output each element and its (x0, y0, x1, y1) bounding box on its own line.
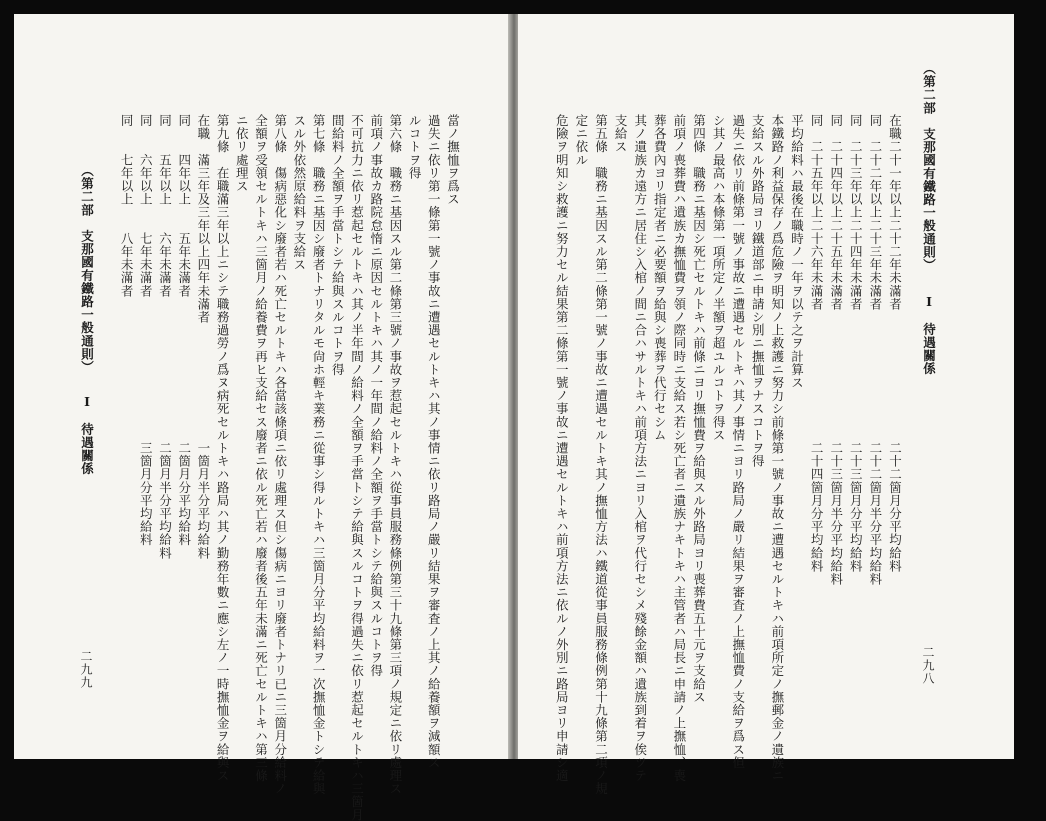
left-text-line: 同 七年以上 八年未滿者 (119, 114, 135, 298)
left-header-section: Ⅰ 待遇關係 (79, 394, 95, 476)
right-text-line: 支給ス (613, 114, 629, 154)
left-text-line: 第九條 在職滿三年以上ニシテ職務過勞ノ爲ヌ病死セルトキハ路局ハ其ノ勤務年數ニ應シ左ノ一時撫恤金ヲ給與ス (215, 114, 231, 783)
right-page-number: 二九八 (921, 646, 935, 685)
left-text-line: スル外依然原給料ヲ支給ス (291, 114, 307, 272)
left-text-line: 全額ヲ受領セルトキハ三箇月ノ給養費ヲ再ヒ支給セス廢者ニ依ル死亡若ハ廢者後五年未滿ニ死亡セルトキハ第三條 (253, 114, 269, 783)
left-text-line: 同 六年以上 七年未滿者 三箇月分平均給料 (138, 114, 154, 547)
right-text-line: 平均給料ハ最後在職時ノ一年ヲ以テ之ヲ計算ス (789, 114, 805, 390)
left-text-line: 第七條 職務ニ基因シ廢者トナリタルモ尙ホ輕キ業務ニ從事シ得ルトキハ三箇月分平均給料ヲ一次撫恤金トシテ給與 (311, 114, 327, 796)
left-page-number: 二九九 (79, 650, 93, 689)
left-text-line: 在職 滿三年及三年以上四年未滿者 一箇月半分平均給料 (195, 114, 211, 560)
left-text-line: 第八條 傷病惡化シ廢者若ハ死亡セルトキハ各當該條項ニ依リ處理ス但シ傷病ニヨリ廢者トナリ已ニ三箇月分給料ノ (272, 114, 288, 796)
right-text-line: 定ニ依ル (573, 114, 589, 167)
right-text-line: 同 二十三年以上二十四年未滿者 二十三箇月分平均給料 (848, 114, 864, 573)
right-text-line: 在職二十一年以上二十二年未滿者 二十二箇月分平均給料 (887, 114, 903, 573)
right-text-line: 同 二十二年以上二十三年未滿者 二十二箇月半分平均給料 (867, 114, 883, 586)
right-text-line: 本鐵路ノ利益保存ノ爲危險ヲ明知ノ上救護ニ努力シ前條第一號ノ事故ニ遭遇セルトキハ前項所定ノ撫郵金ノ遺族ニ (769, 114, 785, 783)
right-text-line: シ其ノ最高ハ本條第一項所定ノ半額ヲ超ユルコトヲ得ス (711, 114, 727, 442)
left-text-line: 同 四年以上 五年未滿者 二箇月分平均給料 (176, 114, 192, 547)
left-text-line: 同 五年以上 六年未滿者 二箇月半分平均給料 (157, 114, 173, 560)
right-text-line: 葬各費內ヨリ指定者ニ必要額ヲ給與シ喪葬ヲ代行セシム (652, 114, 668, 442)
left-text-line: 間給料ノ全額ヲ手當トシテ給與スルコトヲ得 (330, 114, 346, 376)
left-text-line: ルコトヲ得 (407, 114, 423, 180)
right-header-section: Ⅰ 待遇關係 (921, 294, 937, 376)
right-header-title: （第二部 支那國有鐵路一般通則） (921, 62, 937, 272)
left-text-line: 不可抗力ニ依リ惹起セルトキハ其ノ半年間ノ給料ノ全額ヲ手當トシテ給與スルコトヲ得過失ニ依リ惹起セルトキハ三箇月 (349, 114, 365, 821)
right-text-line: 第四條 職務ニ基因シ死亡セルトキハ前條ニヨリ撫恤費ヲ給與スル外路局ヨリ喪葬費五十元ヲ支給ス (691, 114, 707, 704)
right-text-line: 第五條 職務ニ基因スル第二條第一號ノ事故ニ遭遇セルトキ其ノ撫恤方法ハ鐵道從事員服務條例第十九條第二項ノ規 (593, 114, 609, 796)
right-page (518, 14, 1014, 796)
right-text-line: 同 二十四年以上二十五年未滿者 二十三箇月半分平均給料 (828, 114, 844, 586)
right-text-line: 其ノ遺族カ遠方ニ居住シ入棺ノ間ニ合ハサルトキハ前項方法ニヨリ入棺ヲ代行セシメ殘餘金額ハ遺族到着ヲ俟ツテ (632, 114, 648, 783)
left-text-line: 當ノ撫恤ヲ爲ス (445, 114, 461, 206)
right-text-line: 前項ノ喪葬費ハ遺族カ撫恤費ヲ領ノ際同時ニ支給ス若シ死亡者ニ遺族ナキトキハ主管者ハ局長ニ申請ノ上撫恤、喪 (671, 114, 687, 783)
right-text-line: 同 二十五年以上二十六年未滿者 二十四箇月分平均給料 (809, 114, 825, 573)
left-text-line: 過失ニ依リ第一條第一號ノ事故ニ遭遇セルトキハ其ノ事情ニ依リ路局ノ嚴リ結果ヲ審査ノ上其ノ給養額ヲ減額ス (426, 114, 442, 769)
book-spread (14, 14, 1014, 821)
left-text-line: 第六條 職務ニ基因スル第二條第三號ノ事故ヲ惹起セルトキハ從事員服務條例第三十九條第三項ノ規定ニ依リ處理ス (387, 114, 403, 796)
right-text-line: 危險ヲ明知シ救護ニ努力セル結果第二條第一號ノ事故ニ遭遇セルトキハ前項方法ニ依ルノ外別ニ路局ヨリ申請シ適 (554, 114, 570, 783)
left-page (14, 14, 510, 821)
left-header-title: （第二部 支那國有鐵路一般通則） (79, 164, 95, 374)
right-text-line: 過失ニ依リ前條第一號ノ事故ニ遭遇セルトキハ其ノ事情ニヨリ路局ノ嚴リ結果ヲ審査ノ上撫恤費ノ支給ヲ爲ス但 (730, 114, 746, 769)
right-text-line: 支給スル外路局ヨリ鐵道部ニ申請シ別ニ撫恤ヲナスコトヲ得 (750, 114, 766, 468)
left-text-line: 前項ノ事故カ路院怠惰ニ原因セルトキハ其ノ一年間ノ給料ノ全額ヲ手當トシテ給與スルコトヲ得 (368, 114, 384, 678)
left-text-line: ニ依リ處理ス (234, 114, 250, 193)
